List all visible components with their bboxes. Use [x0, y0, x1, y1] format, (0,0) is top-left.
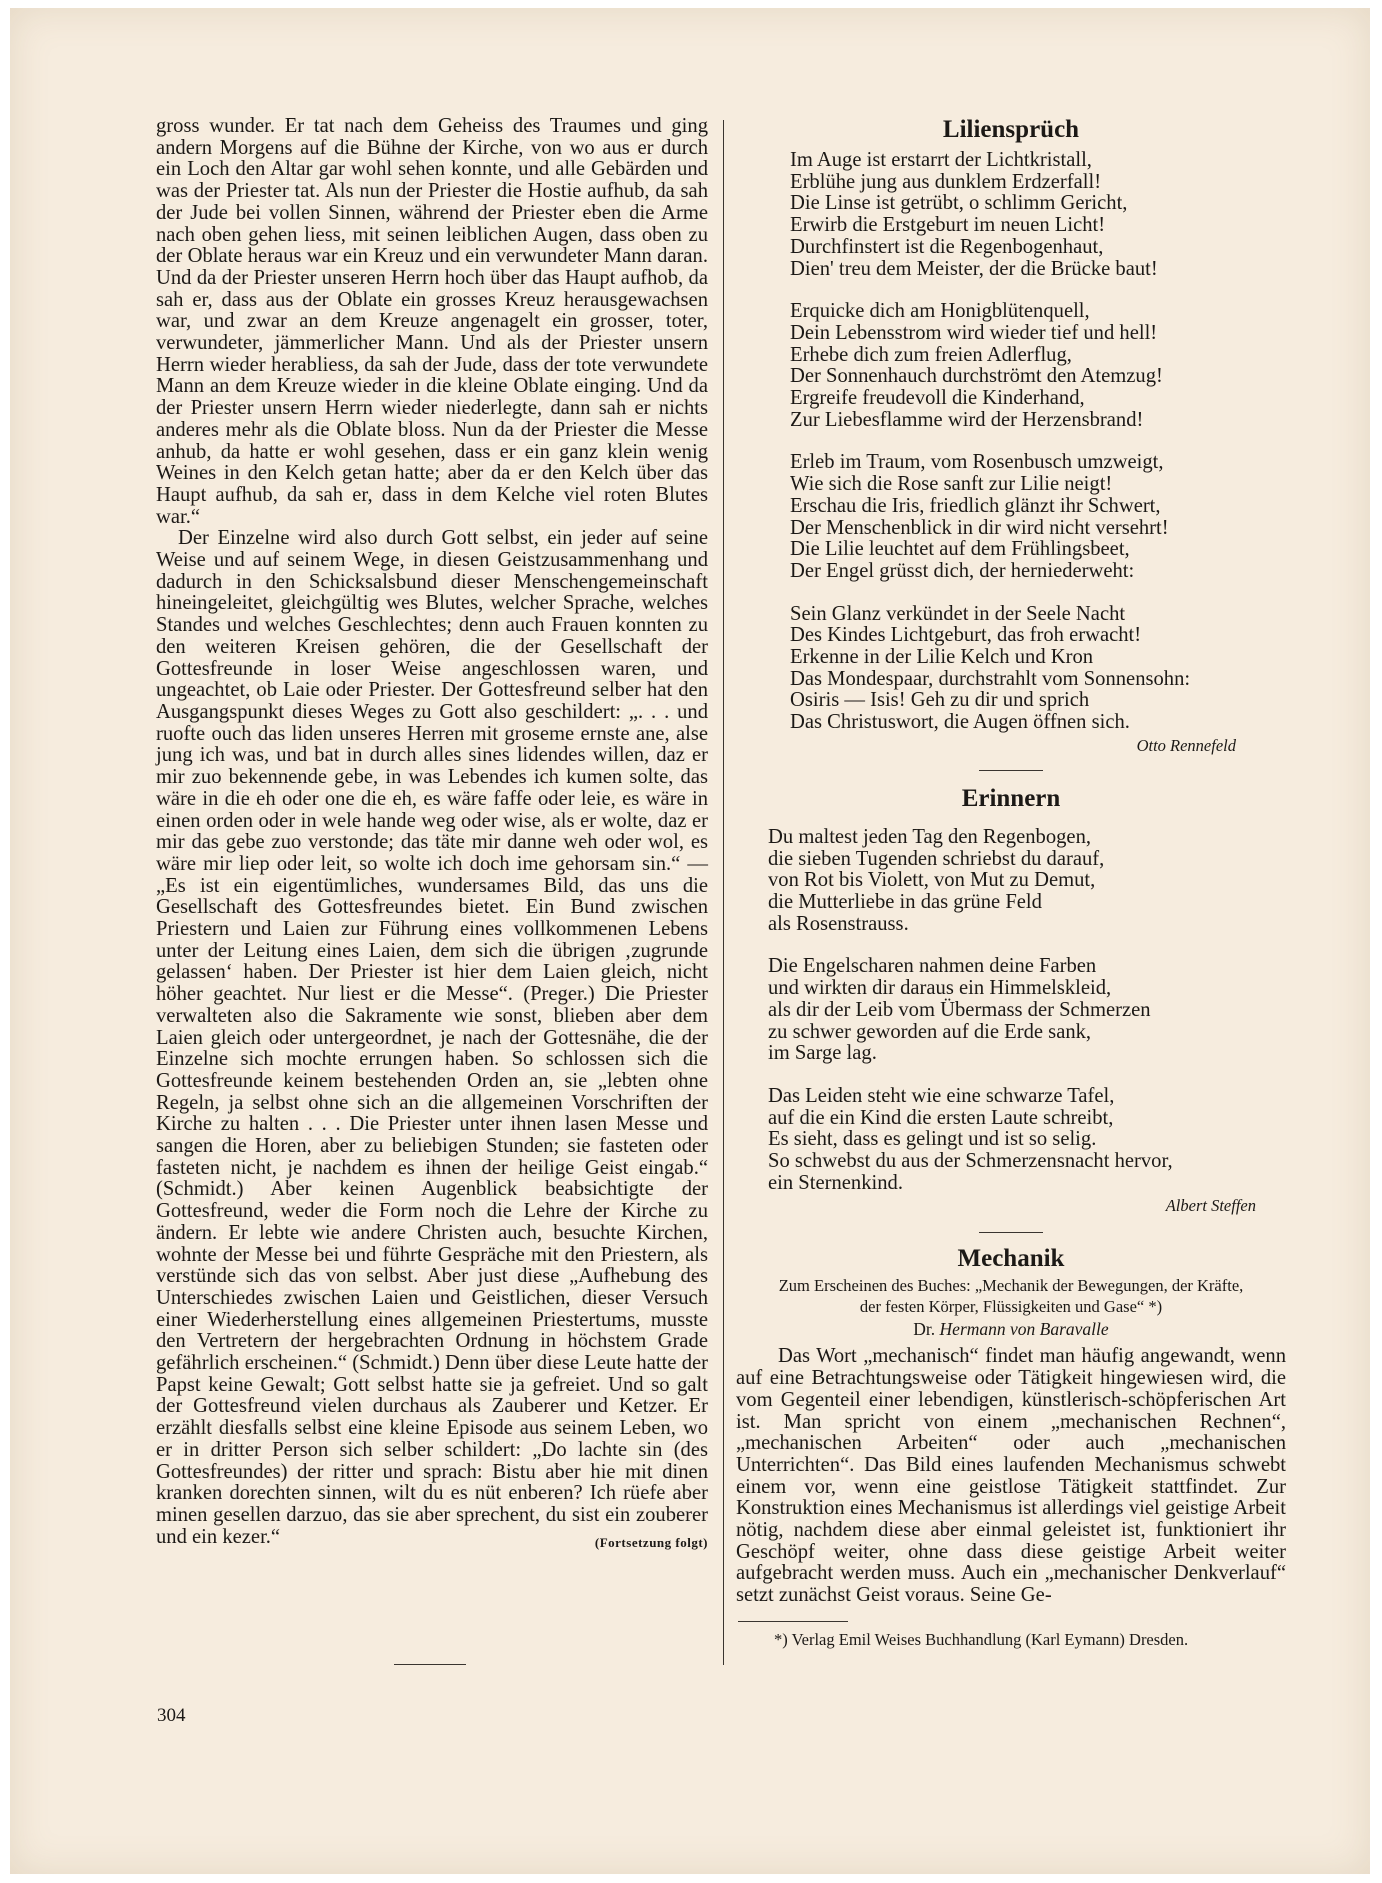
poem-stanza — [790, 301, 1286, 431]
poem-line: Im Auge ist erstarrt der Lichtkristall, — [790, 149, 1092, 171]
poem-line: Dein Lebensstrom wird wieder tief und hell! — [790, 321, 1158, 344]
poem-line: und wirkten dir daraus ein Himmelskleid, — [768, 977, 1112, 1000]
poem-line: Osiris — Isis! Geh zu dir und sprich — [790, 689, 1090, 712]
poem-line: als Rosenstrauss. — [768, 912, 909, 935]
poem-line: Dien' treu dem Meister, der die Brücke baut! — [790, 257, 1158, 280]
poem-line: Der Engel grüsst dich, der herniederweht: — [790, 559, 1135, 582]
poem-lilienspruch — [790, 150, 1286, 734]
poem-line: Der Menschenblick in dir wird nicht versehrt! — [790, 516, 1169, 539]
poem-title-lilienspruch: Liliensprüch — [942, 116, 1080, 143]
poem-line: Es sieht, dass es gelingt und ist so selig. — [768, 1128, 1097, 1151]
column-divider — [723, 120, 724, 1665]
poem-line: Erkenne in der Lilie Kelch und Kron — [790, 646, 1094, 669]
poem-line: Das Mondespaar, durchstrahlt vom Sonnensohn: — [790, 667, 1191, 690]
poem-stanza — [790, 150, 1286, 280]
byline-prefix: Dr. — [913, 1319, 936, 1340]
poem-stanza — [790, 604, 1286, 734]
poem-line: Das Christuswort, die Augen öffnen sich. — [790, 711, 1130, 734]
poem-line: Des Kindes Lichtgeburt, das froh erwacht! — [790, 624, 1142, 647]
poem-line: Ergreife freudevoll die Kinderhand, — [790, 387, 1085, 410]
essay-paragraph-1: gross wunder. Er tat nach dem Geheiss des Traumes und ging andern Morgens auf die Bühne der Kirche, von wo aus er durch ein Loch den Altar gar wohl sehen konnte, und alle Gebärden und was der Priester tat. Als nun der Priester die Hostie aufhub, da sah der Jude bei vollen Sinnen, während der Priester eben die Arme nach oben gehen liess, mit seinen leiblichen Augen, dass oben zu der Oblate heraus war ein Kreuz und ein verwundeter Mann daran. Und da der Priester unseren Herrn hoch über das Haupt aufhob, da sah er, dass aus der Oblate ein grosses Kreuz herausgewachsen war, und zwar an dem Kreuze angenagelt ein grosser, toter, verwundeter, jämmerlicher Mann. Und als der Priester unsern Herrn wieder herabliess, da sah der Jude, dass der tote verwundete Mann an dem Kreuze wieder in die kleine Oblate einging. Und da der Priester unsern Herrn wieder niederlegte, dann sah er nichts anderes mehr als die Oblate bloss. Nun da der Priester die Messe anhub, da hatte er wohl gesehen, dass er ein ganz klein wenig Weines in den Kelch getan hatte; aber da er den Kelch über das Haupt aufhub, da sah er, dass in dem Kelche viel roten Blutes war.“ — [156, 115, 708, 528]
poem-stanza — [790, 452, 1286, 582]
page-number: 304 — [157, 1705, 186, 1726]
section-divider — [979, 770, 1043, 771]
article-subtitle — [736, 1275, 1286, 1317]
right-column — [736, 116, 1286, 1650]
poem-erinnern — [768, 827, 1286, 1195]
article-subtitle-line: der festen Körper, Flüssigkeiten und Gase“ *) — [859, 1297, 1163, 1317]
poem-line: die Mutterliebe in das grüne Feld — [768, 890, 1042, 913]
poem-line: Erquicke dich am Honigblütenquell, — [790, 300, 1090, 323]
poem-line: Erwirb die Erstgeburt im neuen Licht! — [790, 214, 1106, 237]
article-footnote: *) Verlag Emil Weises Buchhandlung (Karl Eymann) Dresden. — [774, 1629, 1189, 1649]
article-body: Das Wort „mechanisch“ findet man häufig angewandt, wenn auf eine Betrachtungsweise oder Tätigkeit hingewiesen wird, die vom Gegenteil einer lebendigen, künstlerisch-schöpferischen Art ist. Man spricht von einem „mechanischen Rechnen“, „mechanischen Arbeiten“ oder auch „mechanischen Unterrichten“. Das Bild eines laufenden Mechanismus schwebt einem vor, wenn eine geistlose Tätigkeit stattfindet. Zur Konstruktion eines Mechanismus ist allerdings viel geistige Arbeit nötig, nachdem diese aber einmal geleistet ist, funktioniert ihr Geschöpf weiter, ohne dass diese geistige Arbeit weiter aufgebracht werden muss. Auch ein „mechanischer Denkverlauf“ setzt zunächst Geist voraus. Seine Ge- — [736, 1345, 1286, 1607]
poem-line: Erhebe dich zum freien Adlerflug, — [790, 343, 1072, 366]
poem-line: Erblühe jung aus dunklem Erdzerfall! — [790, 170, 1102, 193]
poem-author: Albert Steffen — [1165, 1196, 1256, 1216]
poem-title-erinnern: Erinnern — [961, 784, 1061, 812]
footnote-rule — [738, 1621, 848, 1622]
poem-line: Die Engelscharen nahmen deine Farben — [768, 955, 1097, 978]
poem-line: als dir der Leib vom Übermass der Schmerzen — [768, 998, 1151, 1021]
poem-line: ein Sternenkind. — [768, 1171, 903, 1194]
section-divider — [979, 1232, 1043, 1233]
essay-paragraph-2-text: Der Einzelne wird also durch Gott selbst, ein jeder auf seine Weise und auf seinem Wege, in diesen Geistzusammenhang und dadurch in den Schicksalsbund dieser Menschengemeinschaft hineingeleitet, gleichgültig wes Blutes, welcher Sprache, welches Standes und welches Geschlechtes; denn auch Frauen konnten zu den weiteren Kreisen gehören, die der Gesellschaft der Gottesfreunde in loser Weise angeschlossen waren, und ungeachtet, ob Laie oder Priester. Der Gottesfreund selber hat den Ausgangspunkt dieses Weges zu Gott also geschildert: „. . . und ruofte ouch das liden unseres Herren mit groseme ernste ane, alse jung ich was, und bat in durch alles sines lidendes willen, daz er mir zuo bekennende gebe, in was Lebendes ich kumen solte, das wäre in die eh oder one die eh, es wäre faffe oder leie, es wäre in einen orden oder in wele hande weg oder wise, als er wolte, daz er mir das gebe zuo verstonde; das täte mir danne weh oder wol, es wäre mir liep oder leit, so wolte ich doch ime gehorsam sin.“ — „Es ist ein eigentümliches, wundersames Bild, das uns die Gesellschaft des Gottesfreundes bietet. Ein Bund zwischen Priestern und Laien zur Führung eines vollkommenen Lebens unter der Leitung eines Laien, dem sich die übrigen ‚zugrunde gelassen‘ haben. Der Priester ist hier dem Laien gleich, nicht höher geachtet. Nur liest er die Messe“. (Preger.) Die Priester verwalteten also die Sakramente wie sonst, blieben aber dem Laien gleich oder untergeordnet, je nach der Gottesnähe, die der Einzelne sich mochte errungen haben. So schlossen sich die Gottesfreunde keinem bestehenden Orden an, sie „lebten ohne Regeln, ja selbst ohne sich an die allgemeinen Vorschriften der Kirche zu halten . . . Die Priester unter ihnen lasen Messe und sangen die Horen, aber zu beliebigen Stunden; sie fasteten oder fasteten nicht, je nachdem es ihnen der heilige Geist eingab.“ (Schmidt.) Aber keinen Augenblick beabsichtigte der Gottesfreund, weder die Form noch die Lehre der Kirche zu ändern. Er lebte wie andere Christen auch, besuchte Kirchen, wohnte der Messe bei und führte Gespräche mit den Priestern, als verstünde sich das von selbst. Aber just diese „Aufhebung des Unterschiedes zwischen Laien und Geistlichen, dieser Versuch einer Wiederherstellung eines allgemeinen Priestertums, musste den Vertretern der hergebrachten Ordnung in höchstem Grade gefährlich erscheinen.“ (Schmidt.) Denn über diese Leute hatte der Papst keine Gewalt; Gott selbst hatte sie ja gefreiet. Und so galt der Gottesfreund vielen durchaus als Zauberer und Ketzer. Er erzählt diesfalls selbst eine kleine Episode aus seinem Leben, wo er in dritter Person sich selber schildert: „Do lachte sin (des Gottesfreundes) der ritter und sprach: Bistu aber hie mit dinen kranken dorechten sinnen, wilt du es nüt enberen? Ich rüefe aber minen gesellen darzuo, das sie aber sprechent, du sist ein zouberer und ein kezer.“ — [156, 527, 708, 1548]
article-title-mechanik: Mechanik — [957, 1245, 1065, 1273]
magazine-page — [10, 8, 1370, 1874]
poem-line: die sieben Tugenden schriebst du darauf, — [768, 847, 1105, 870]
poem-line: Du maltest jeden Tag den Regenbogen, — [768, 825, 1092, 848]
poem-line: Die Linse ist getrübt, o schlimm Gericht, — [790, 192, 1128, 215]
poem-line: im Sarge lag. — [768, 1042, 877, 1065]
essay-end-rule — [394, 1664, 466, 1665]
poem-line: Erleb im Traum, vom Rosenbusch umzweigt, — [790, 451, 1164, 474]
poem-line: So schwebst du aus der Schmerzensnacht hervor, — [768, 1150, 1173, 1173]
poem-line: auf die ein Kind die ersten Laute schreibt, — [768, 1106, 1114, 1129]
left-column — [156, 116, 708, 1553]
poem-line: Erschau die Iris, friedlich glänzt ihr Schwert, — [790, 494, 1161, 517]
poem-line: Wie sich die Rose sanft zur Lilie neigt! — [790, 473, 1113, 496]
poem-stanza — [768, 956, 1286, 1065]
byline-author: Hermann von Baravalle — [939, 1319, 1109, 1340]
poem-line: Die Lilie leuchtet auf dem Frühlingsbeet, — [790, 538, 1130, 561]
article-byline — [736, 1319, 1286, 1340]
poem-line: Sein Glanz verkündet in der Seele Nacht — [790, 602, 1126, 625]
poem-line: Der Sonnenhauch durchströmt den Atemzug! — [790, 365, 1163, 388]
article-subtitle-line: Zum Erscheinen des Buches: „Mechanik der Bewegungen, der Kräfte, — [778, 1276, 1244, 1296]
poem-stanza — [768, 827, 1286, 936]
continuation-note: (Fortsetzung folgt) — [594, 1534, 708, 1550]
essay-paragraph-2 — [156, 528, 708, 1548]
poem-line: Zur Liebesflamme wird der Herzensbrand! — [790, 408, 1144, 431]
poem-line: Durchfinstert ist die Regenbogenhaut, — [790, 235, 1104, 258]
poem-line: zu schwer geworden auf die Erde sank, — [768, 1020, 1092, 1043]
poem-author: Otto Rennefeld — [1136, 735, 1236, 755]
poem-stanza — [768, 1086, 1286, 1195]
poem-line: Das Leiden steht wie eine schwarze Tafel, — [768, 1084, 1115, 1107]
poem-line: von Rot bis Violett, von Mut zu Demut, — [768, 869, 1096, 892]
